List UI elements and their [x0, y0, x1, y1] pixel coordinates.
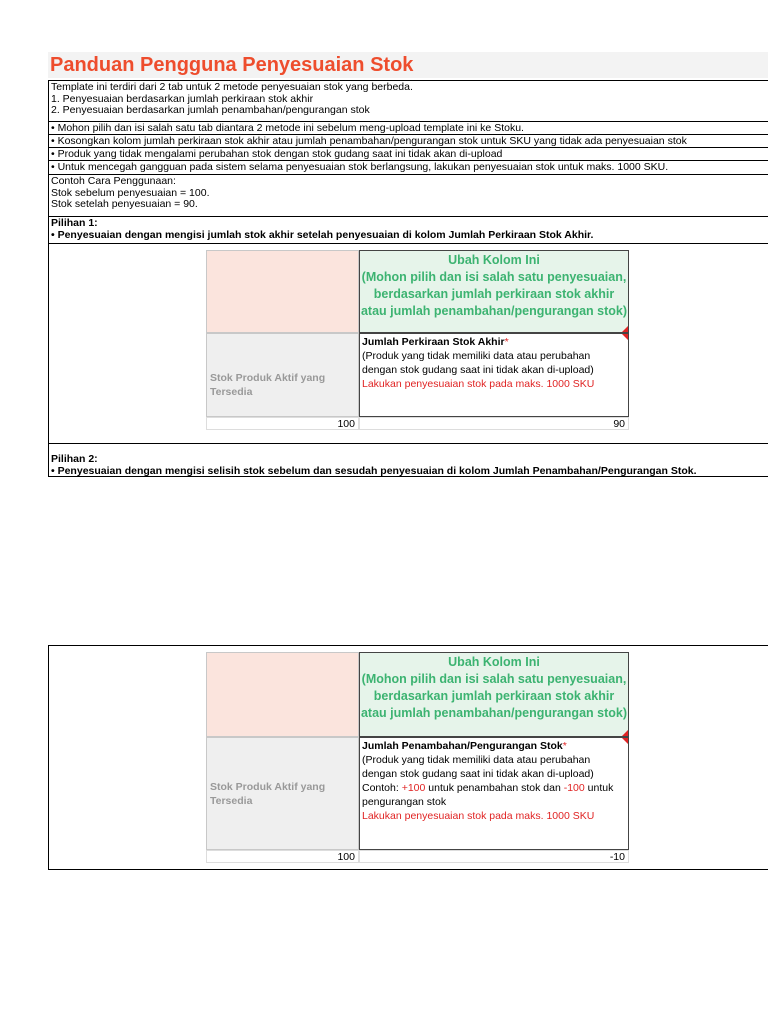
intro-line: 1. Penyesuaian berdasarkan jumlah perkiraan stok akhir [51, 92, 314, 105]
column-limit: Lakukan penyesuaian stok pada maks. 1000 SKU [362, 378, 595, 390]
option1-table-area [49, 244, 768, 444]
guide-sheet [48, 80, 768, 477]
example-line: Contoh Cara Penggunaan: [51, 175, 176, 187]
intro-line: 2. Penyesuaian berdasarkan jumlah penambahan/pengurangan stok [51, 104, 370, 116]
example-cell[interactable] [49, 175, 768, 217]
option1-cell[interactable] [49, 217, 768, 244]
column-example [362, 781, 626, 809]
column-description-cell[interactable] [359, 737, 629, 850]
comment-marker-icon [622, 334, 628, 340]
edit-column-instructions: (Mohon pilih dan isi salah satu penyesuaian, berdasarkan jumlah perkiraan stok akhir atau jumlah penambahan/pengurangan stok) [360, 672, 627, 720]
column-description-cell[interactable] [359, 333, 629, 417]
option2-sheet [48, 645, 768, 870]
stock-label: Stok Produk Aktif yang Tersedia [210, 372, 326, 398]
bullet-cell[interactable]: • Kosongkan kolom jumlah perkiraan stok akhir atau jumlah penambahan/pengurangan stok untuk SKU yang tidak ada penyesuaian stok [49, 135, 768, 148]
required-asterisk: * [562, 740, 567, 752]
example-plus: +100 [401, 782, 426, 794]
comment-marker-icon [622, 326, 628, 332]
edit-column-header[interactable] [359, 652, 629, 737]
example-line: Stok sebelum penyesuaian = 100. [51, 186, 210, 199]
example-suffix: untuk pengurangan stok [362, 782, 614, 808]
stock-label-cell[interactable] [206, 333, 359, 417]
stock-label: Stok Produk Aktif yang Tersedia [210, 781, 326, 807]
example-mid: untuk penambahan stok dan [425, 782, 564, 794]
column-title: Jumlah Perkiraan Stok Akhir [362, 336, 505, 348]
intro-line: Template ini terdiri dari 2 tab untuk 2 metode penyesuaian stok yang berbeda. [51, 81, 413, 93]
option2-text: • Penyesuaian dengan mengisi selisih stok sebelum dan sesudah penyesuaian di kolom Jumlah Penambahan/Pengurangan Stok. [51, 464, 697, 477]
edit-column-title: Ubah Kolom Ini [448, 253, 540, 267]
edit-column-note [360, 251, 628, 320]
stock-value-cell[interactable]: 100 [206, 850, 359, 863]
edit-column-instructions: (Mohon pilih dan isi salah satu penyesuaian, berdasarkan jumlah perkiraan stok akhir atau jumlah penambahan/pengurangan stok) [360, 270, 627, 318]
option2-cell[interactable] [49, 444, 768, 477]
stock-label-cell[interactable] [206, 737, 359, 850]
empty-header-cell[interactable] [206, 652, 359, 737]
intro-cell[interactable] [49, 80, 768, 122]
example-minus: -100 [563, 782, 585, 794]
bullet-cell[interactable]: • Mohon pilih dan isi salah satu tab diantara 2 metode ini sebelum meng-upload template ini ke Stoku. [49, 122, 768, 135]
example-prefix: Contoh: [362, 782, 402, 794]
page-title: Panduan Pengguna Penyesuaian Stok [50, 54, 414, 76]
column-limit: Lakukan penyesuaian stok pada maks. 1000 SKU [362, 810, 595, 822]
column-note: (Produk yang tidak memiliki data atau perubahan dengan stok gudang saat ini tidak akan di-upload) [362, 350, 594, 376]
edit-column-note [360, 653, 628, 722]
adjustment-input-cell[interactable]: -10 [359, 850, 629, 863]
comment-marker-icon [622, 730, 628, 736]
column-note: (Produk yang tidak memiliki data atau perubahan dengan stok gudang saat ini tidak akan di-upload) [362, 754, 594, 780]
required-asterisk: * [504, 336, 509, 348]
empty-header-cell[interactable] [206, 250, 359, 333]
final-stock-input-cell[interactable]: 90 [359, 417, 629, 430]
comment-marker-icon [622, 738, 628, 744]
stock-value-cell[interactable]: 100 [206, 417, 359, 430]
edit-column-title: Ubah Kolom Ini [448, 655, 540, 669]
option1-heading: Pilihan 1: [51, 217, 98, 229]
bullet-cell[interactable]: • Produk yang tidak mengalami perubahan stok dengan stok gudang saat ini tidak akan di-upload [49, 148, 768, 161]
option2-heading: Pilihan 2: [51, 453, 98, 465]
title-bar [48, 52, 768, 78]
bullet-cell[interactable]: • Untuk mencegah gangguan pada sistem selama penyesuaian stok berlangsung, lakukan penyesuaian stok untuk maks. 1000 SKU. [49, 161, 768, 175]
edit-column-header[interactable] [359, 250, 629, 333]
column-title: Jumlah Penambahan/Pengurangan Stok [362, 740, 563, 752]
option1-text: • Penyesuaian dengan mengisi jumlah stok akhir setelah penyesuaian di kolom Jumlah Perkiraan Stok Akhir. [51, 228, 594, 241]
example-line: Stok setelah penyesuaian = 90. [51, 198, 198, 210]
